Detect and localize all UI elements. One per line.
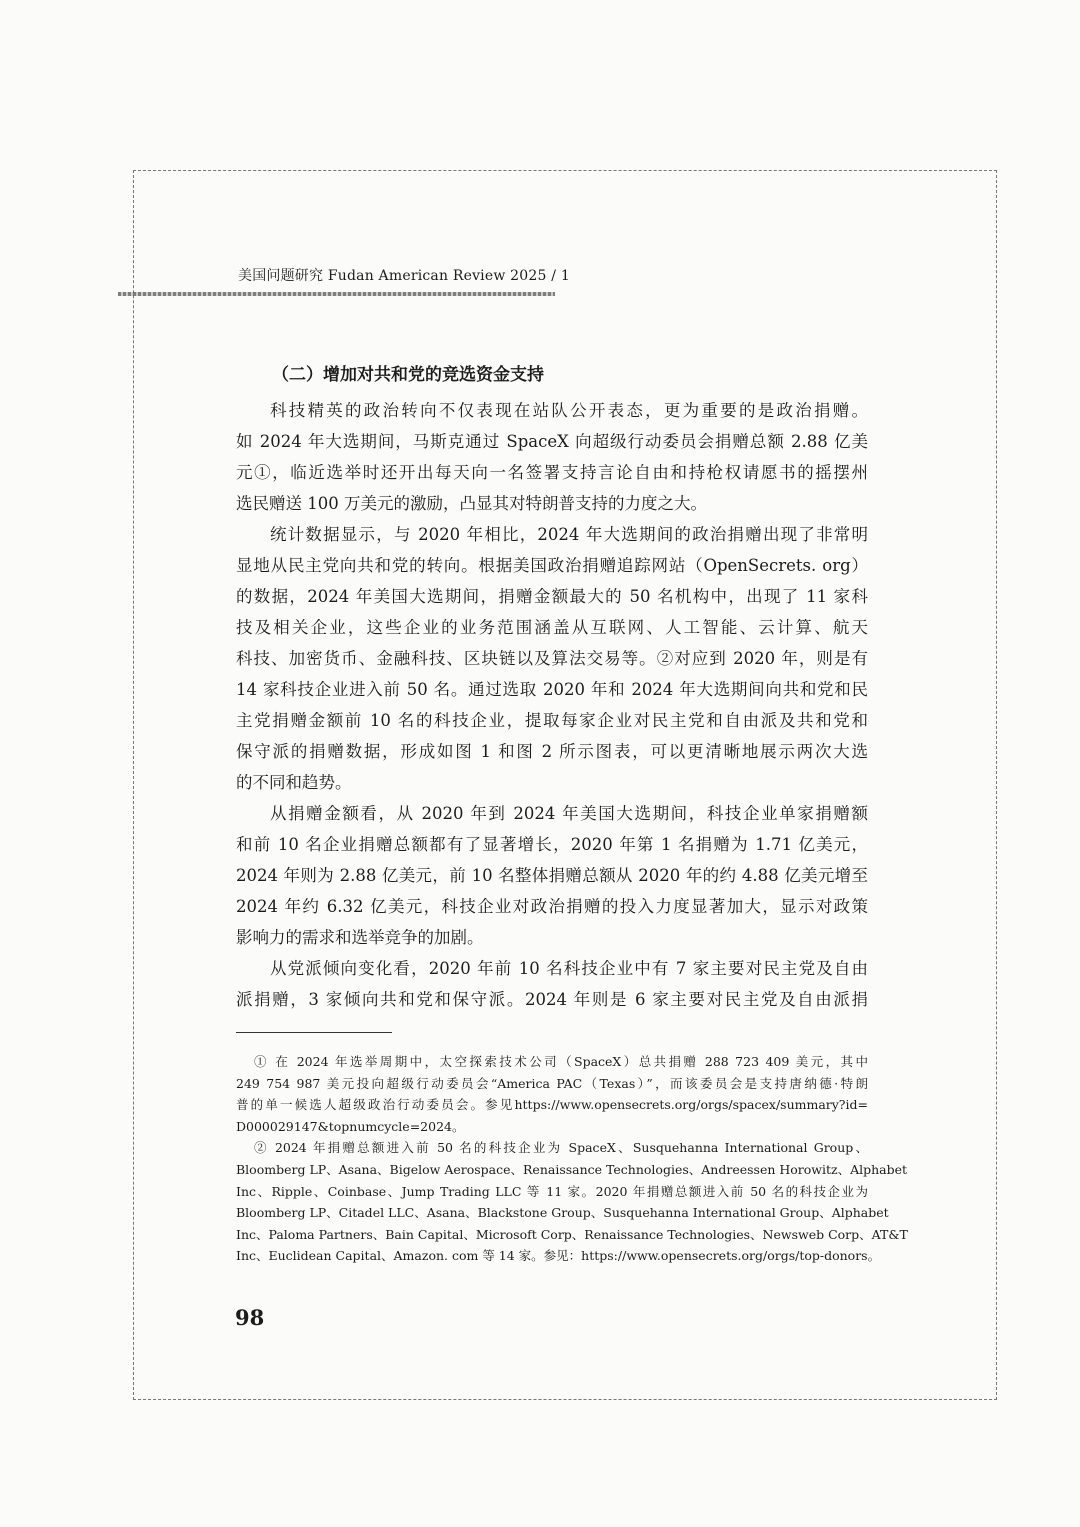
paragraph-line: 选民赠送 100 万美元的激励，凸显其对特朗普支持的力度之大。 (236, 494, 707, 513)
paragraph-line: 的不同和趋势。 (236, 773, 352, 792)
page-number: 98 (235, 1305, 265, 1330)
paragraph-line: 从捐赠金额看，从 2020 年到 2024 年美国大选期间，科技企业单家捐赠额 (270, 804, 868, 823)
footnote-line: 普的单一候选人超级政治行动委员会。参见https://www.opensecrets.org/orgs/spacex/summary?id= (236, 1097, 868, 1113)
paragraph-line: 技及相关企业，这些企业的业务范围涵盖从互联网、人工智能、云计算、航天 (236, 618, 868, 637)
footnote-divider (236, 1032, 392, 1033)
paragraph-line: 科技、加密货币、金融科技、区块链以及算法交易等。②对应到 2020 年，则是有 (236, 649, 868, 668)
running-header: 美国问题研究 Fudan American Review 2025 / 1 (238, 268, 570, 284)
footnote-line: Bloomberg LP、Citadel LLC、Asana、Blackstone Group、Susquehanna International Group、Alphabet (236, 1205, 889, 1221)
paragraph-line: 的数据，2024 年美国大选期间，捐赠金额最大的 50 名机构中，出现了 11 家科 (236, 587, 868, 606)
footnote-line: Inc、Paloma Partners、Bain Capital、Microsoft Corp、Renaissance Technologies、Newsweb Corp、AT&T (236, 1226, 908, 1242)
paragraph-line: 14 家科技企业进入前 50 名。通过选取 2020 年和 2024 年大选期间向共和党和民 (236, 680, 868, 699)
paragraph-line: 显地从民主党向共和党的转向。根据美国政治捐赠追踪网站（OpenSecrets. org） (236, 556, 868, 575)
footnote-line: 249 754 987 美元投向超级行动委员会“America PAC（Texas）”，而该委员会是支持唐纳德·特朗 (236, 1075, 868, 1091)
footnote-line: D000029147&topnumcycle=2024。 (236, 1118, 465, 1134)
footnotes (236, 1051, 908, 1267)
paragraph-line: 如 2024 年大选期间，马斯克通过 SpaceX 向超级行动委员会捐赠总额 2.88 亿美 (236, 432, 868, 451)
footnote-line: Bloomberg LP、Asana、Bigelow Aerospace、Renaissance Technologies、Andreessen Horowitz、Alphabet (236, 1161, 908, 1177)
paragraph-line: 和前 10 名企业捐赠总额都有了显著增长，2020 年第 1 名捐赠为 1.71 亿美元， (236, 835, 868, 854)
paragraph-line: 派捐赠，3 家倾向共和党和保守派。2024 年则是 6 家主要对民主党及自由派捐 (236, 990, 868, 1009)
paragraph-line: 主党捐赠金额前 10 名的科技企业，提取每家企业对民主党和自由派及共和党和 (236, 711, 868, 730)
body-text (236, 395, 868, 1015)
paragraph-line: 2024 年则为 2.88 亿美元，前 10 名整体捐赠总额从 2020 年的约 4.88 亿美元增至 (236, 866, 868, 885)
header-rule (118, 292, 555, 296)
section-title: （二）增加对共和党的竞选资金支持 (272, 365, 544, 385)
paragraph-line: 2024 年约 6.32 亿美元，科技企业对政治捐赠的投入力度显著加大，显示对政策 (236, 897, 868, 916)
footnote-line: ① 在 2024 年选举周期中，太空探索技术公司（SpaceX）总共捐赠 288 723 409 美元，其中 (254, 1054, 868, 1069)
paragraph-line: 科技精英的政治转向不仅表现在站队公开表态，更为重要的是政治捐赠。 (270, 401, 868, 420)
paragraph-line: 统计数据显示，与 2020 年相比，2024 年大选期间的政治捐赠出现了非常明 (270, 525, 868, 544)
paragraph-line: 影响力的需求和选举竞争的加剧。 (236, 928, 484, 947)
footnote-line: Inc、Ripple、Coinbase、Jump Trading LLC 等 11 家。2020 年捐赠总额进入前 50 名的科技企业为 (236, 1183, 868, 1199)
footnote-line: ② 2024 年捐赠总额进入前 50 名的科技企业为 SpaceX、Susquehanna International Group、 (254, 1140, 868, 1156)
paragraph-line: 从党派倾向变化看，2020 年前 10 名科技企业中有 7 家主要对民主党及自由 (270, 959, 868, 978)
footnote-line: Inc、Euclidean Capital、Amazon. com 等 14 家。参见：https://www.opensecrets.org/orgs/top-donors。 (236, 1248, 881, 1264)
paragraph-line: 元①，临近选举时还开出每天向一名签署支持言论自由和持枪权请愿书的摇摆州 (236, 463, 868, 482)
paragraph-line: 保守派的捐赠数据，形成如图 1 和图 2 所示图表，可以更清晰地展示两次大选 (236, 742, 868, 761)
